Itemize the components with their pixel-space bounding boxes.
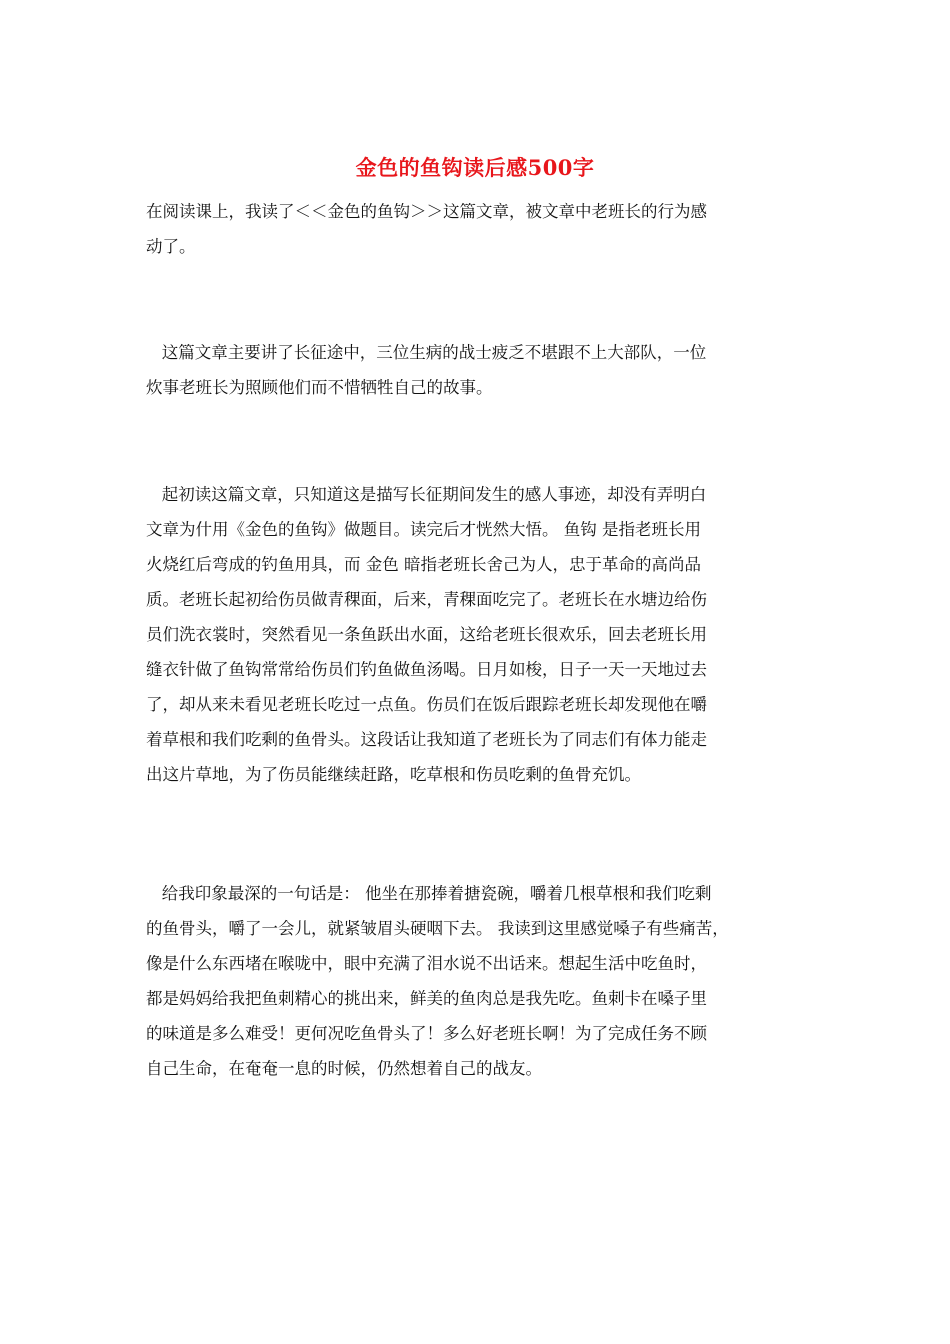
text-line: 起初读这篇文章，只知道这是描写长征期间发生的感人事迹，却没有弄明白 bbox=[146, 485, 707, 504]
paragraph-3 bbox=[146, 477, 810, 792]
text-line: 员们洗衣裳时，突然看见一条鱼跃出水面，这给老班长很欢乐，回去老班长用 bbox=[146, 625, 707, 644]
document-title: 金色的鱼钩读后感500字 bbox=[355, 155, 595, 180]
paragraph-4 bbox=[146, 876, 810, 1086]
text-line: 动了。 bbox=[146, 237, 196, 256]
paragraph-2 bbox=[146, 335, 810, 405]
text-line: 着草根和我们吃剩的鱼骨头。这段话让我知道了老班长为了同志们有体力能走 bbox=[146, 730, 707, 749]
text-line: 像是什么东西堵在喉咙中，眼中充满了泪水说不出话来。想起生活中吃鱼时， bbox=[146, 954, 707, 973]
text-line: 都是妈妈给我把鱼刺精心的挑出来，鲜美的鱼肉总是我先吃。鱼刺卡在嗓子里 bbox=[146, 989, 707, 1008]
text-line: 给我印象最深的一句话是： 他坐在那捧着搪瓷碗，嚼着几根草根和我们吃剩 bbox=[146, 884, 712, 903]
text-line: 出这片草地，为了伤员能继续赶路，吃草根和伤员吃剩的鱼骨充饥。 bbox=[146, 765, 641, 784]
text-line: 文章为什用《金色的鱼钩》做题目。读完后才恍然大悟。 鱼钩 是指老班长用 bbox=[146, 520, 701, 539]
text-line: 炊事老班长为照顾他们而不惜牺牲自己的故事。 bbox=[146, 378, 493, 397]
text-line: 质。老班长起初给伤员做青稞面，后来，青稞面吃完了。老班长在水塘边给伤 bbox=[146, 590, 707, 609]
text-line: 了，却从来未看见老班长吃过一点鱼。伤员们在饭后跟踪老班长却发现他在嚼 bbox=[146, 695, 707, 714]
paragraph-1 bbox=[146, 194, 810, 264]
text-line: 自己生命，在奄奄一息的时候，仍然想着自己的战友。 bbox=[146, 1059, 542, 1078]
text-line: 在阅读课上，我读了＜＜金色的鱼钩＞＞这篇文章，被文章中老班长的行为感 bbox=[146, 202, 707, 221]
text-line: 这篇文章主要讲了长征途中，三位生病的战士疲乏不堪跟不上大部队，一位 bbox=[146, 343, 707, 362]
text-line: 的味道是多么难受！更何况吃鱼骨头了！多么好老班长啊！为了完成任务不顾 bbox=[146, 1024, 707, 1043]
text-line: 火烧红后弯成的钓鱼用具，而 金色 暗指老班长舍己为人，忠于革命的高尚品 bbox=[146, 555, 701, 574]
text-line: 缝衣针做了鱼钩常常给伤员们钓鱼做鱼汤喝。日月如梭，日子一天一天地过去 bbox=[146, 660, 707, 679]
text-line: 的鱼骨头，嚼了一会儿，就紧皱眉头硬咽下去。 我读到这里感觉嗓子有些痛苦， bbox=[146, 919, 729, 938]
